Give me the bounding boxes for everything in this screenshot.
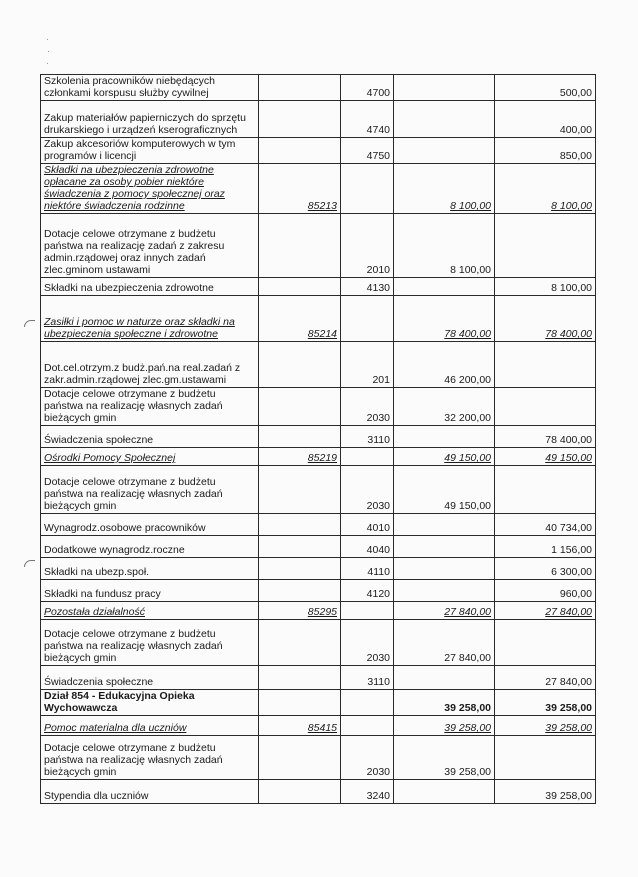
row-description: Zakup akcesoriów komputerowych w tym programów i licencji bbox=[41, 138, 259, 164]
row-description: Świadczenia społeczne bbox=[41, 426, 259, 448]
scan-speck: · bbox=[46, 34, 49, 44]
subsection-row bbox=[41, 164, 596, 214]
row-description: Stypendia dla uczniów bbox=[41, 780, 259, 804]
row-paragraph-code bbox=[341, 296, 394, 342]
row-description: Składki na ubezp.społ. bbox=[41, 558, 259, 580]
table-row bbox=[41, 536, 596, 558]
budget-table-body bbox=[41, 75, 596, 804]
row-income-amount bbox=[394, 426, 495, 448]
row-expense-amount: 27 840,00 bbox=[495, 666, 596, 690]
table-row bbox=[41, 466, 596, 514]
row-section-code bbox=[259, 780, 341, 804]
subsection-row bbox=[41, 602, 596, 620]
row-income-amount: 39 258,00 bbox=[394, 736, 495, 780]
row-description: Dot.cel.otrzym.z budż.pań.na real.zadań z zakr.admin.rządowej zlec.gm.ustawami bbox=[41, 342, 259, 388]
row-description: Składki na ubezpieczenia zdrowotne opłacane za osoby pobier niektóre świadczenia z pomocy społecznej oraz niektóre świadczenia rodzinne bbox=[41, 164, 259, 214]
row-income-amount bbox=[394, 101, 495, 138]
row-income-amount bbox=[394, 536, 495, 558]
row-description: Dotacje celowe otrzymane z budżetu państwa na realizację własnych zadań bieżących gmin bbox=[41, 466, 259, 514]
row-paragraph-code: 2010 bbox=[341, 214, 394, 278]
row-expense-amount: 40 734,00 bbox=[495, 514, 596, 536]
row-income-amount bbox=[394, 666, 495, 690]
table-row bbox=[41, 342, 596, 388]
row-income-amount: 8 100,00 bbox=[394, 164, 495, 214]
row-expense-amount: 400,00 bbox=[495, 101, 596, 138]
row-income-amount: 8 100,00 bbox=[394, 214, 495, 278]
table-row bbox=[41, 278, 596, 296]
row-paragraph-code: 4750 bbox=[341, 138, 394, 164]
row-description: Wynagrodz.osobowe pracowników bbox=[41, 514, 259, 536]
row-income-amount: 39 258,00 bbox=[394, 716, 495, 736]
row-paragraph-code: 2030 bbox=[341, 620, 394, 666]
row-income-amount: 27 840,00 bbox=[394, 602, 495, 620]
row-expense-amount: 500,00 bbox=[495, 75, 596, 101]
table-row bbox=[41, 138, 596, 164]
row-income-amount bbox=[394, 278, 495, 296]
row-section-code bbox=[259, 138, 341, 164]
row-description: Pozostała działalność bbox=[41, 602, 259, 620]
row-expense-amount: 27 840,00 bbox=[495, 602, 596, 620]
row-description: Zasiłki i pomoc w naturze oraz składki na ubezpieczenia społeczne i zdrowotne bbox=[41, 296, 259, 342]
row-description: Zakup materiałów papierniczych do sprzętu drukarskiego i urządzeń kserograficznych bbox=[41, 101, 259, 138]
row-expense-amount: 1 156,00 bbox=[495, 536, 596, 558]
table-row bbox=[41, 620, 596, 666]
row-description: Dotacje celowe otrzymane z budżetu państwa na realizację własnych zadań bieżących gmin bbox=[41, 736, 259, 780]
row-paragraph-code: 2030 bbox=[341, 736, 394, 780]
row-expense-amount bbox=[495, 736, 596, 780]
row-section-code bbox=[259, 536, 341, 558]
scan-speck: · bbox=[46, 58, 49, 68]
row-income-amount: 49 150,00 bbox=[394, 466, 495, 514]
row-expense-amount: 6 300,00 bbox=[495, 558, 596, 580]
row-section-code: 85295 bbox=[259, 602, 341, 620]
row-paragraph-code: 2030 bbox=[341, 466, 394, 514]
row-expense-amount bbox=[495, 466, 596, 514]
row-income-amount bbox=[394, 780, 495, 804]
row-section-code bbox=[259, 214, 341, 278]
row-description: Szkolenia pracowników niebędących członkami korspusu służby cywilnej bbox=[41, 75, 259, 101]
row-paragraph-code: 201 bbox=[341, 342, 394, 388]
row-income-amount: 39 258,00 bbox=[394, 690, 495, 716]
row-section-code: 85213 bbox=[259, 164, 341, 214]
row-expense-amount bbox=[495, 342, 596, 388]
row-paragraph-code: 4040 bbox=[341, 536, 394, 558]
row-expense-amount: 78 400,00 bbox=[495, 426, 596, 448]
table-row bbox=[41, 426, 596, 448]
row-description: Dotacje celowe otrzymane z budżetu państwa na realizację własnych zadań bieżących gmin bbox=[41, 388, 259, 426]
table-row bbox=[41, 780, 596, 804]
table-row bbox=[41, 558, 596, 580]
row-section-code: 85214 bbox=[259, 296, 341, 342]
row-paragraph-code: 4700 bbox=[341, 75, 394, 101]
row-expense-amount bbox=[495, 620, 596, 666]
row-section-code: 85219 bbox=[259, 448, 341, 466]
row-paragraph-code: 4110 bbox=[341, 558, 394, 580]
table-row bbox=[41, 666, 596, 690]
row-income-amount: 49 150,00 bbox=[394, 448, 495, 466]
row-description: Składki na fundusz pracy bbox=[41, 580, 259, 602]
table-row bbox=[41, 388, 596, 426]
budget-table bbox=[40, 74, 596, 804]
row-paragraph-code: 4120 bbox=[341, 580, 394, 602]
row-section-code bbox=[259, 466, 341, 514]
row-income-amount: 46 200,00 bbox=[394, 342, 495, 388]
scan-speck: · bbox=[47, 46, 50, 56]
row-section-code bbox=[259, 342, 341, 388]
row-section-code bbox=[259, 75, 341, 101]
row-description: Dotacje celowe otrzymane z budżetu państwa na realizację zadań z zakresu admin.rządowej oraz innych zadań zlec.gminom ustawami bbox=[41, 214, 259, 278]
row-expense-amount: 78 400,00 bbox=[495, 296, 596, 342]
table-row bbox=[41, 101, 596, 138]
row-description: Świadczenia społeczne bbox=[41, 666, 259, 690]
division-row bbox=[41, 690, 596, 716]
row-description: Składki na ubezpieczenia zdrowotne bbox=[41, 278, 259, 296]
row-section-code bbox=[259, 580, 341, 602]
row-paragraph-code: 2030 bbox=[341, 388, 394, 426]
row-paragraph-code: 3110 bbox=[341, 426, 394, 448]
row-description: Dotacje celowe otrzymane z budżetu państwa na realizację własnych zadań bieżących gmin bbox=[41, 620, 259, 666]
row-section-code bbox=[259, 101, 341, 138]
row-section-code bbox=[259, 558, 341, 580]
row-paragraph-code: 3240 bbox=[341, 780, 394, 804]
row-income-amount: 78 400,00 bbox=[394, 296, 495, 342]
table-row bbox=[41, 580, 596, 602]
row-expense-amount: 39 258,00 bbox=[495, 716, 596, 736]
row-income-amount bbox=[394, 138, 495, 164]
row-expense-amount: 39 258,00 bbox=[495, 690, 596, 716]
row-expense-amount: 8 100,00 bbox=[495, 164, 596, 214]
row-section-code bbox=[259, 278, 341, 296]
row-expense-amount: 39 258,00 bbox=[495, 780, 596, 804]
subsection-row bbox=[41, 716, 596, 736]
row-description: Ośrodki Pomocy Społecznej bbox=[41, 448, 259, 466]
row-expense-amount bbox=[495, 388, 596, 426]
row-section-code bbox=[259, 666, 341, 690]
row-paragraph-code bbox=[341, 448, 394, 466]
row-description: Pomoc materialna dla uczniów bbox=[41, 716, 259, 736]
row-section-code bbox=[259, 426, 341, 448]
row-paragraph-code bbox=[341, 690, 394, 716]
binder-mark bbox=[24, 560, 35, 567]
row-paragraph-code bbox=[341, 164, 394, 214]
table-row bbox=[41, 736, 596, 780]
row-paragraph-code bbox=[341, 716, 394, 736]
row-paragraph-code: 4010 bbox=[341, 514, 394, 536]
row-expense-amount: 850,00 bbox=[495, 138, 596, 164]
row-section-code bbox=[259, 690, 341, 716]
row-section-code bbox=[259, 388, 341, 426]
row-income-amount bbox=[394, 558, 495, 580]
row-paragraph-code: 4130 bbox=[341, 278, 394, 296]
row-paragraph-code: 3110 bbox=[341, 666, 394, 690]
row-paragraph-code: 4740 bbox=[341, 101, 394, 138]
subsection-row bbox=[41, 448, 596, 466]
binder-mark bbox=[24, 320, 35, 327]
row-expense-amount: 960,00 bbox=[495, 580, 596, 602]
row-section-code: 85415 bbox=[259, 716, 341, 736]
row-income-amount bbox=[394, 580, 495, 602]
row-section-code bbox=[259, 736, 341, 780]
row-income-amount bbox=[394, 514, 495, 536]
row-income-amount bbox=[394, 75, 495, 101]
row-income-amount: 32 200,00 bbox=[394, 388, 495, 426]
row-expense-amount bbox=[495, 214, 596, 278]
table-row bbox=[41, 214, 596, 278]
row-description: Dział 854 - Edukacyjna Opieka Wychowawcza bbox=[41, 690, 259, 716]
table-row bbox=[41, 514, 596, 536]
subsection-row bbox=[41, 296, 596, 342]
row-section-code bbox=[259, 620, 341, 666]
row-expense-amount: 49 150,00 bbox=[495, 448, 596, 466]
table-row bbox=[41, 75, 596, 101]
row-description: Dodatkowe wynagrodz.roczne bbox=[41, 536, 259, 558]
row-expense-amount: 8 100,00 bbox=[495, 278, 596, 296]
row-income-amount: 27 840,00 bbox=[394, 620, 495, 666]
row-section-code bbox=[259, 514, 341, 536]
row-paragraph-code bbox=[341, 602, 394, 620]
